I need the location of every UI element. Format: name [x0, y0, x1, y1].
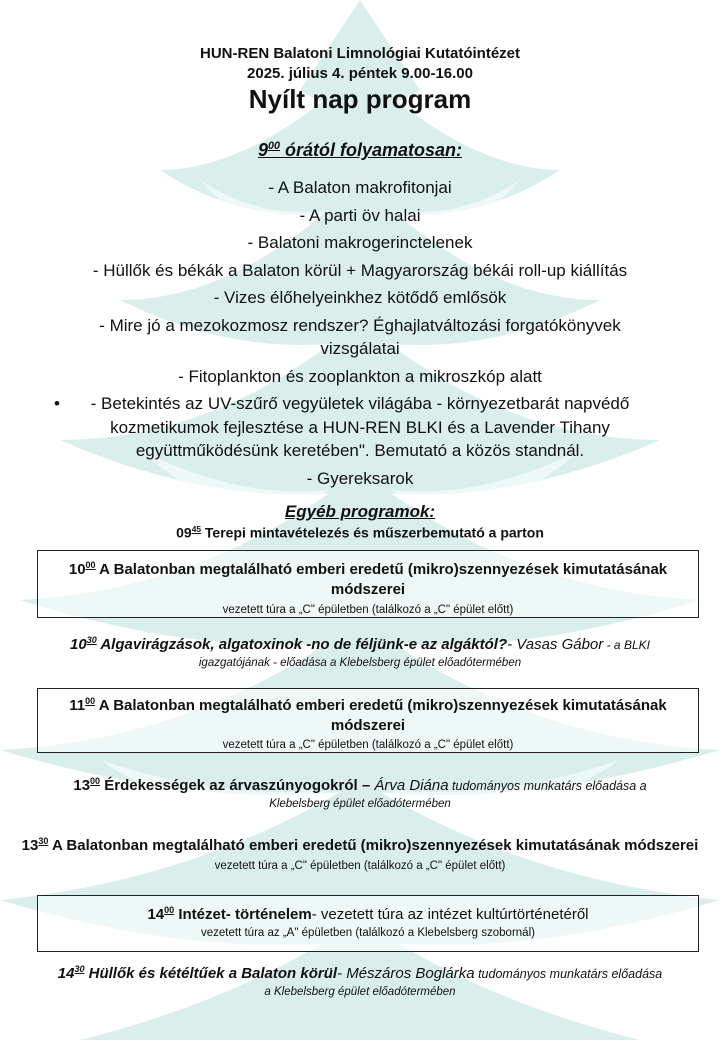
continuous-program-list: [54, 176, 660, 494]
event-detail: a Klebelsberg épület előadótermében: [264, 986, 456, 998]
list-item: - Mire jó a mezokozmosz rendszer? Éghajlatváltozási forgatókönyvek vizsgálatai: [99, 315, 621, 358]
event-title: Algavirágzások, algatoxinok -no de féljünk-e az algáktól?: [96, 636, 508, 653]
list-item: - A parti öv halai: [299, 205, 421, 225]
continuous-hour: 9: [257, 140, 268, 160]
event-1100: [37, 688, 699, 753]
event-title-rest: - vezetett túra az intézet kultúrtörténetéről: [311, 906, 589, 923]
event-title-line: [20, 959, 700, 984]
event-minute: 00: [90, 776, 101, 786]
event-role: tudományos munkatárs előadása a: [448, 779, 647, 793]
event-hour: 13: [21, 837, 39, 854]
event-1030: [20, 630, 700, 671]
event-1430: [20, 959, 700, 1000]
event-hour: 14: [57, 965, 75, 982]
list-item: - Fitoplankton és zooplankton a mikroszkóp alatt: [178, 366, 542, 386]
event-minute: 30: [74, 964, 85, 974]
event-0945: [0, 524, 720, 541]
list-item: - Gyereksarok: [306, 468, 414, 488]
event-hour: 10: [70, 636, 87, 653]
continuous-minute: 00: [267, 140, 280, 152]
other-programs-heading: Egyéb programok:: [284, 502, 436, 521]
event-title: A Balatonban megtalálható emberi eredetű (mikro)szennyezések kimutatásának módszerei: [48, 837, 699, 854]
event-detail: vezetett túra a „C" épületben (találkozó a „C" épület előtt): [222, 739, 514, 751]
event-role: tudományos munkatárs előadása: [474, 967, 663, 981]
event-minute: 00: [85, 696, 96, 706]
event-minute: 45: [191, 524, 202, 534]
event-hour: 09: [176, 524, 192, 541]
event-title: Érdekességek az árvaszúnyogokról –: [100, 777, 375, 794]
event-hour: 10: [68, 561, 86, 578]
event-date: 2025. július 4. péntek 9.00-16.00: [247, 65, 473, 82]
event-1300: [20, 771, 700, 812]
event-title-line: [38, 900, 698, 925]
event-1400: [37, 895, 699, 952]
event-1330: [20, 831, 700, 874]
list-item-text: - Betekintés az UV-szűrő vegyületek világába - környezetbarát napvédő kozmetikumok fejlesztése a HUN-REN BLKI és a Lavender Tihany együttműködésünk keretében". Bemutató a közös standnál.: [90, 394, 630, 460]
event-minute: 30: [86, 635, 97, 645]
event-title: A Balatonban megtalálható emberi eredetű (mikro)szennyezések kimutatásának módszerei: [95, 561, 668, 598]
event-detail: igazgatójának - előadása a Klebelsberg épület előadótermében: [198, 657, 522, 669]
list-item: - A Balaton makrofitonjai: [268, 178, 452, 197]
event-title-line: [20, 831, 700, 856]
event-detail: vezetett túra az „A" épületben (találkozó a Klebelsberg szobornál): [201, 927, 535, 939]
event-title-line: [38, 555, 698, 600]
continuous-heading: [0, 140, 720, 161]
page-title: Nyílt nap program: [248, 84, 472, 114]
event-title: A Balatonban megtalálható emberi eredetű (mikro)szennyezések kimutatásának módszerei: [95, 697, 667, 734]
event-minute: 00: [85, 560, 96, 570]
event-title-line: [20, 771, 700, 796]
bullet-icon: •: [54, 394, 60, 413]
event-minute: 00: [164, 905, 175, 915]
event-title-line: [38, 691, 698, 736]
event-1000: [37, 550, 699, 618]
event-detail: Klebelsberg épület előadótermében: [269, 798, 451, 810]
event-hour: 14: [147, 906, 165, 923]
event-title: Hüllők és kétéltűek a Balaton körül: [84, 965, 338, 982]
continuous-heading-text: órától folyamatosan:: [280, 140, 463, 160]
event-speaker: Árva Diána: [374, 777, 449, 794]
event-speaker: - Vasas Gábor: [507, 636, 604, 653]
event-title: Terepi mintavételezés és műszerbemutató a parton: [201, 524, 544, 541]
event-title: Intézet- történelem: [174, 906, 312, 923]
event-title-line: [20, 630, 700, 655]
event-detail: vezetett túra a „C" épületben (találkozó a „C" épület előtt): [222, 604, 514, 616]
event-detail: vezetett túra a „C" épületben (találkozó a „C" épület előtt): [214, 860, 506, 872]
list-item: - Hüllők és békák a Balaton körül + Magyarország békái roll-up kiállítás: [92, 260, 628, 280]
event-minute: 30: [38, 836, 49, 846]
event-role: - a BLKI: [603, 638, 650, 652]
list-item: - Vizes élőhelyeinkhez kötődő emlősök: [213, 288, 507, 307]
event-hour: 13: [73, 777, 91, 794]
list-item: - Balatoni makrogerinctelenek: [247, 233, 473, 252]
institute-name: HUN-REN Balatoni Limnológiai Kutatóintézet: [200, 45, 520, 62]
event-hour: 11: [69, 697, 86, 714]
list-item: [54, 392, 660, 463]
event-speaker: - Mészáros Boglárka: [337, 965, 475, 982]
